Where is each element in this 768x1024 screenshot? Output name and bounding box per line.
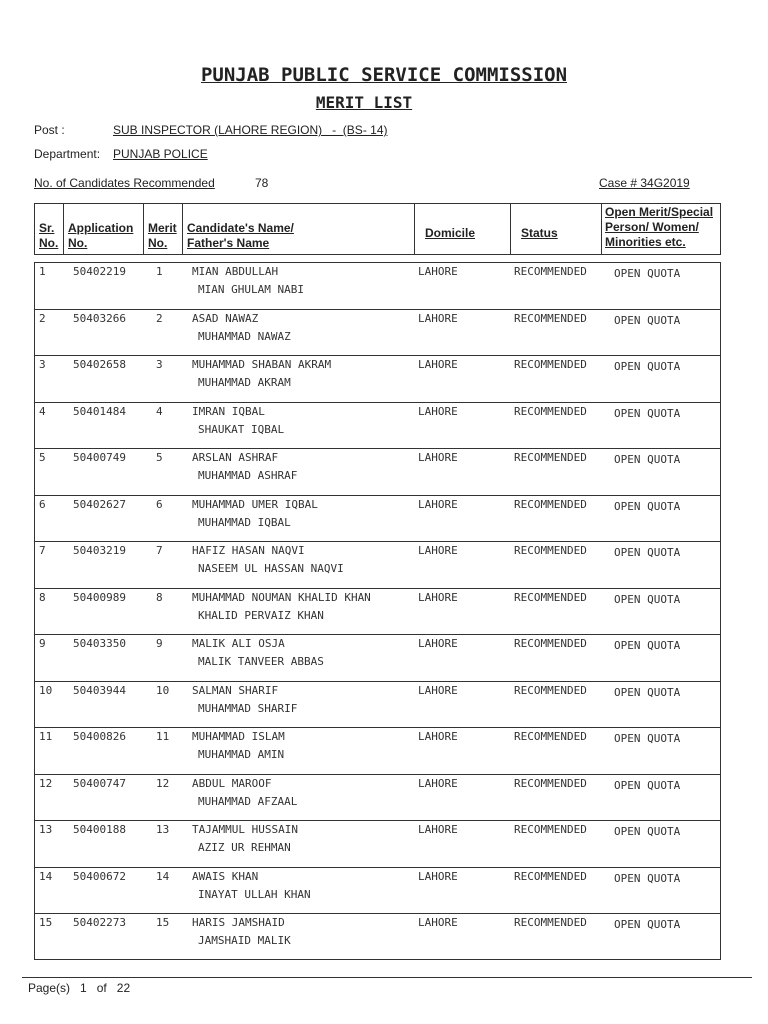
cell-application-no: 50403944	[73, 683, 126, 697]
cell-domicile: LAHORE	[418, 916, 458, 929]
cell-quota: OPEN QUOTA	[614, 267, 681, 280]
cell-candidate-name: MUHAMMAD ISLAM	[192, 730, 285, 743]
cell-sr: 2	[39, 311, 46, 325]
header-merit: Merit No.	[143, 204, 182, 254]
table-row	[35, 682, 720, 729]
cell-sr: 7	[39, 544, 46, 557]
cell-candidate-name: MUHAMMAD UMER IQBAL	[192, 497, 318, 511]
cell-merit-no: 7	[156, 544, 163, 557]
cell-domicile: LAHORE	[418, 730, 458, 743]
cell-domicile: LAHORE	[418, 637, 458, 650]
cell-quota: OPEN QUOTA	[614, 592, 681, 606]
department-value: PUNJAB POLICE	[113, 147, 208, 161]
cell-candidate-name: MIAN ABDULLAH	[192, 265, 279, 278]
cell-status: RECOMMENDED	[514, 916, 587, 929]
cell-father-name: AZIZ UR REHMAN	[198, 841, 291, 854]
cell-application-no: 50401484	[73, 404, 126, 418]
cell-quota: OPEN QUOTA	[614, 732, 681, 745]
cell-father-name: KHALID PERVAIZ KHAN	[198, 608, 324, 622]
cell-application-no: 50403266	[73, 311, 126, 325]
cell-domicile: LAHORE	[418, 311, 458, 325]
case-number: Case # 34G2019	[599, 176, 690, 190]
cell-domicile: LAHORE	[418, 869, 458, 883]
header-candidate-name: Candidate's Name/ Father's Name	[182, 204, 414, 254]
cell-sr: 6	[39, 497, 46, 511]
header-sr: Sr. No.	[39, 221, 59, 250]
cell-merit-no: 6	[156, 497, 163, 511]
cell-merit-no: 11	[156, 730, 170, 743]
cell-father-name: MUHAMMAD NAWAZ	[198, 329, 291, 343]
cell-domicile: LAHORE	[418, 823, 458, 836]
cell-candidate-name: ASAD NAWAZ	[192, 311, 259, 325]
cell-domicile: LAHORE	[418, 544, 458, 557]
cell-sr: 14	[39, 869, 53, 883]
cell-sr: 8	[39, 590, 46, 604]
cell-father-name: MUHAMMAD AKRAM	[198, 376, 291, 389]
cell-quota: OPEN QUOTA	[614, 918, 681, 931]
cell-application-no: 50402273	[73, 916, 126, 929]
table-row	[35, 403, 720, 450]
cell-application-no: 50400188	[73, 823, 126, 836]
cell-domicile: LAHORE	[418, 590, 458, 604]
cell-status: RECOMMENDED	[514, 311, 587, 325]
table-row	[35, 496, 720, 543]
cell-candidate-name: ABDUL MAROOF	[192, 776, 272, 790]
header-domicile: Domicile	[414, 204, 510, 254]
cell-sr: 10	[39, 683, 53, 697]
cell-sr: 12	[39, 776, 53, 790]
post-value: SUB INSPECTOR (LAHORE REGION) - (BS- 14)	[113, 123, 388, 137]
cell-sr: 1	[39, 265, 46, 278]
cell-candidate-name: HARIS JAMSHAID	[192, 916, 285, 929]
cell-application-no: 50400989	[73, 590, 126, 604]
cell-domicile: LAHORE	[418, 776, 458, 790]
cell-quota: OPEN QUOTA	[614, 453, 681, 466]
post-label: Post :	[34, 123, 65, 137]
document-subtitle: MERIT LIST	[315, 93, 413, 112]
cell-status: RECOMMENDED	[514, 637, 587, 650]
cell-merit-no: 9	[156, 637, 163, 650]
cell-father-name: JAMSHAID MALIK	[198, 934, 291, 947]
cell-candidate-name: MUHAMMAD NOUMAN KHALID KHAN	[192, 590, 371, 604]
cell-status: RECOMMENDED	[514, 590, 587, 604]
cell-status: RECOMMENDED	[514, 544, 587, 557]
cell-application-no: 50400747	[73, 776, 126, 790]
cell-application-no: 50400672	[73, 869, 126, 883]
header-application: Application No.	[63, 204, 143, 254]
cell-merit-no: 8	[156, 590, 163, 604]
cell-father-name: MALIK TANVEER ABBAS	[198, 655, 324, 668]
cell-sr: 4	[39, 404, 46, 418]
cell-application-no: 50402219	[73, 265, 126, 278]
cell-father-name: MUHAMMAD AFZAAL	[198, 794, 298, 808]
cell-quota: OPEN QUOTA	[614, 871, 681, 885]
cell-merit-no: 13	[156, 823, 170, 836]
cell-father-name: MUHAMMAD AMIN	[198, 748, 285, 761]
cell-merit-no: 15	[156, 916, 170, 929]
cell-father-name: INAYAT ULLAH KHAN	[198, 887, 311, 901]
candidates-count: 78	[255, 176, 269, 190]
cell-status: RECOMMENDED	[514, 451, 587, 464]
cell-application-no: 50400826	[73, 730, 126, 743]
table-row	[35, 775, 720, 822]
cell-application-no: 50403219	[73, 544, 126, 557]
cell-status: RECOMMENDED	[514, 404, 587, 418]
cell-quota: OPEN QUOTA	[614, 499, 681, 513]
cell-application-no: 50402627	[73, 497, 126, 511]
cell-merit-no: 4	[156, 404, 163, 418]
cell-domicile: LAHORE	[418, 404, 458, 418]
cell-candidate-name: AWAIS KHAN	[192, 869, 259, 883]
table-row	[35, 728, 720, 775]
cell-domicile: LAHORE	[418, 358, 458, 371]
cell-father-name: MUHAMMAD IQBAL	[198, 515, 291, 529]
cell-merit-no: 2	[156, 311, 163, 325]
table-row	[35, 356, 720, 403]
cell-candidate-name: HAFIZ HASAN NAQVI	[192, 544, 305, 557]
cell-merit-no: 12	[156, 776, 170, 790]
cell-candidate-name: SALMAN SHARIF	[192, 683, 279, 697]
cell-candidate-name: MUHAMMAD SHABAN AKRAM	[192, 358, 332, 371]
candidates-label: No. of Candidates Recommended	[34, 176, 215, 190]
table-row	[35, 914, 720, 961]
cell-domicile: LAHORE	[418, 497, 458, 511]
table-row	[35, 542, 720, 589]
cell-domicile: LAHORE	[418, 451, 458, 464]
cell-status: RECOMMENDED	[514, 265, 587, 278]
cell-status: RECOMMENDED	[514, 730, 587, 743]
cell-quota: OPEN QUOTA	[614, 825, 681, 838]
cell-candidate-name: IMRAN IQBAL	[192, 404, 265, 418]
header-status: Status	[510, 204, 601, 254]
cell-status: RECOMMENDED	[514, 823, 587, 836]
cell-father-name: SHAUKAT IQBAL	[198, 422, 285, 436]
cell-status: RECOMMENDED	[514, 358, 587, 371]
cell-sr: 9	[39, 637, 46, 650]
cell-status: RECOMMENDED	[514, 776, 587, 790]
cell-quota: OPEN QUOTA	[614, 360, 681, 373]
table-row	[35, 589, 720, 636]
cell-quota: OPEN QUOTA	[614, 313, 681, 327]
cell-domicile: LAHORE	[418, 683, 458, 697]
cell-status: RECOMMENDED	[514, 869, 587, 883]
cell-sr: 11	[39, 730, 53, 743]
cell-father-name: MUHAMMAD ASHRAF	[198, 469, 298, 482]
cell-merit-no: 14	[156, 869, 170, 883]
cell-candidate-name: MALIK ALI OSJA	[192, 637, 285, 650]
cell-father-name: NASEEM UL HASSAN NAQVI	[198, 562, 344, 575]
table-row	[35, 635, 720, 682]
cell-sr: 5	[39, 451, 46, 464]
header-quota: Open Merit/Special Person/ Women/ Minorities etc.	[601, 204, 722, 254]
table-row	[35, 821, 720, 868]
table-row	[35, 263, 720, 310]
cell-status: RECOMMENDED	[514, 683, 587, 697]
cell-quota: OPEN QUOTA	[614, 546, 681, 559]
cell-candidate-name: ARSLAN ASHRAF	[192, 451, 279, 464]
cell-application-no: 50402658	[73, 358, 126, 371]
cell-father-name: MIAN GHULAM NABI	[198, 283, 304, 296]
cell-quota: OPEN QUOTA	[614, 778, 681, 792]
cell-domicile: LAHORE	[418, 265, 458, 278]
table-header	[34, 203, 721, 255]
cell-father-name: MUHAMMAD SHARIF	[198, 701, 298, 715]
department-label: Department:	[34, 147, 101, 161]
merit-table-body	[34, 262, 721, 960]
table-row	[35, 310, 720, 357]
document-title: PUNJAB PUBLIC SERVICE COMMISSION	[200, 64, 568, 86]
cell-sr: 13	[39, 823, 53, 836]
cell-sr: 15	[39, 916, 53, 929]
cell-quota: OPEN QUOTA	[614, 639, 681, 652]
cell-application-no: 50400749	[73, 451, 126, 464]
cell-application-no: 50403350	[73, 637, 126, 650]
cell-quota: OPEN QUOTA	[614, 685, 681, 699]
page-footer: Page(s) 1 of 22	[28, 981, 131, 995]
table-row	[35, 868, 720, 915]
cell-sr: 3	[39, 358, 46, 371]
cell-quota: OPEN QUOTA	[614, 406, 681, 420]
cell-merit-no: 1	[156, 265, 163, 278]
cell-merit-no: 3	[156, 358, 163, 371]
cell-merit-no: 10	[156, 683, 170, 697]
cell-candidate-name: TAJAMMUL HUSSAIN	[192, 823, 298, 836]
cell-merit-no: 5	[156, 451, 163, 464]
table-row	[35, 449, 720, 496]
cell-status: RECOMMENDED	[514, 497, 587, 511]
footer-divider	[22, 977, 752, 978]
